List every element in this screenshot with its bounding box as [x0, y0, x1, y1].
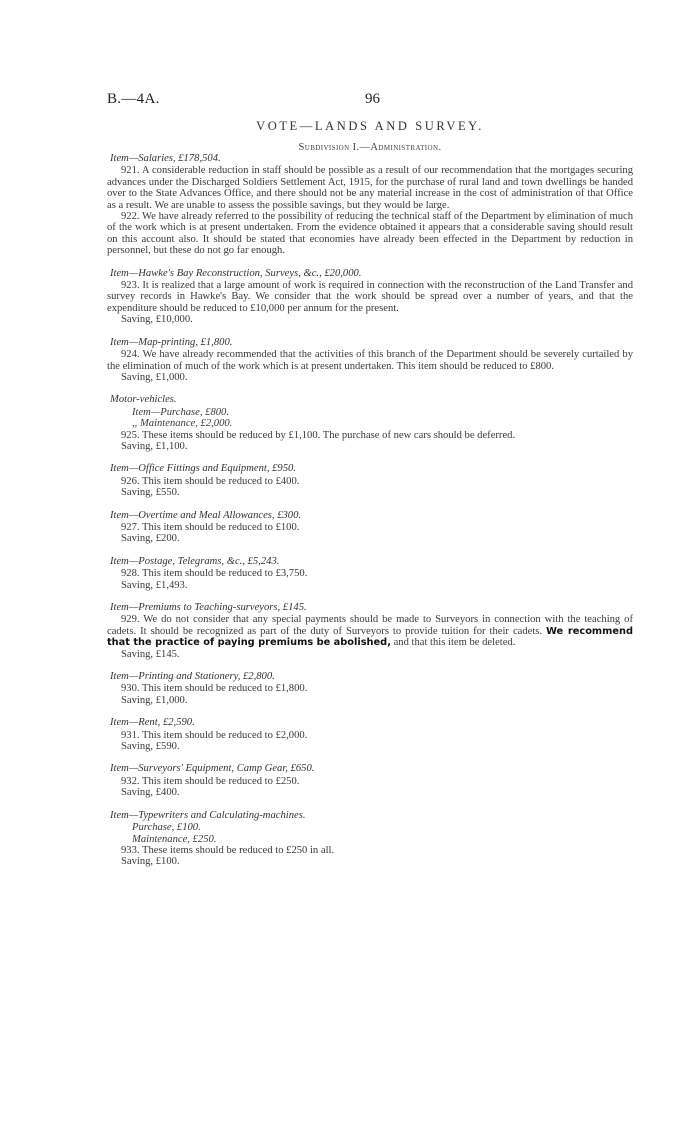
sub-item-purchase: Item—Purchase, £800.: [132, 406, 229, 418]
section-rent: [107, 717, 633, 752]
paragraph-927: 927. This item should be reduced to £100.: [121, 521, 300, 533]
section-postage: [107, 556, 633, 591]
saving-line: Saving, £1,000.: [121, 694, 188, 706]
item-heading: Item—Overtime and Meal Allowances, £300.: [110, 509, 302, 521]
item-heading: Item—Hawke's Bay Reconstruction, Surveys, &c., £20,000.: [110, 267, 362, 279]
saving-line: Saving, £1,493.: [121, 579, 188, 591]
item-heading: Motor-vehicles.: [110, 394, 177, 406]
page-number: 96: [365, 91, 380, 107]
item-heading: Item—Premiums to Teaching-surveyors, £145.: [110, 602, 307, 613]
item-heading: Item—Salaries, £178,504.: [110, 153, 221, 164]
vote-title: VOTE—LANDS AND SURVEY.: [256, 119, 484, 133]
paragraph-932: 932. This item should be reduced to £250.: [121, 775, 300, 787]
item-heading: Item—Office Fittings and Equipment, £950.: [110, 463, 296, 475]
saving-line: Saving, £550.: [121, 487, 180, 499]
section-premiums: [107, 602, 633, 660]
item-heading: Item—Typewriters and Calculating-machines.: [110, 809, 306, 821]
saving-line: Saving, £200.: [121, 533, 180, 545]
paragraph-926: 926. This item should be reduced to £400.: [121, 475, 300, 487]
paragraph-922: 922. We have already referred to the possibility of reducing the technical staff of the Department by elimination of much of the work which is at present undertaken. From the evidence obtained it appears that a considerable saving should result on this account also. It should be stated that economies have already been effected in the Department by reduction in personnel, but these do not go far enough.: [107, 211, 633, 257]
section-salaries: [107, 153, 633, 257]
item-heading: Item—Rent, £2,590.: [110, 717, 195, 729]
saving-line: Saving, £145.: [121, 648, 180, 660]
paragraph-933: 933. These items should be reduced to £250 in all.: [121, 844, 335, 856]
saving-line: Saving, £590.: [121, 741, 180, 753]
paragraph-929: 929. We do not consider that any special payments should be made to Surveyors in connection with the teaching of cadets. It should be recognized as part of the duty of Surveyors to provide tuition for their cadets. We recommend that the practice of paying premiums be abolished, and that this item be deleted.: [107, 614, 633, 649]
saving-line: Saving, £10,000.: [121, 314, 193, 326]
paragraph-930: 930. This item should be reduced to £1,800.: [121, 683, 308, 695]
recommendation-bold: We recommend that the practice of paying premiums be abolished,: [107, 625, 633, 649]
paragraph-931: 931. This item should be reduced to £2,000.: [121, 729, 308, 741]
document-body: [107, 153, 633, 868]
section-motor-vehicles: [107, 394, 633, 452]
item-heading: Item—Postage, Telegrams, &c., £5,243.: [110, 555, 280, 567]
paragraph-924: 924. We have already recommended that the activities of this branch of the Department should be severely curtailed by the elimination of much of the work which is at present undertaken. This item should be reduced to £800.: [107, 349, 633, 372]
section-office-fittings: [107, 463, 633, 498]
paragraph-923: 923. It is realized that a large amount of work is required in connection with the reconstruction of the Land Transfer and survey records in Hawke's Bay. We consider that the work should be spread over a number of years, and that the expenditure should be reduced to £10,000 per annum for the present.: [107, 280, 633, 314]
paragraph-925: 925. These items should be reduced by £1,100. The purchase of new cars should be deferred.: [121, 429, 516, 441]
item-heading: Item—Printing and Stationery, £2,800.: [110, 671, 275, 683]
paragraph-921: 921. A considerable reduction in staff should be possible as a result of our recommendation that the mortgages securing advances under the Discharged Soldiers Settlement Act, 1915, for the purchase of rural land and town dwellings be handed over to the State Advances Office, and there should not be any material increase in the cost of administration of that Office as a result. We are unable to assess the possible savings, but they would be large.: [107, 165, 633, 211]
document-code: B.—4A.: [107, 91, 160, 107]
paragraph-928: 928. This item should be reduced to £3,750.: [121, 568, 308, 580]
section-overtime: [107, 510, 633, 545]
sub-item-purchase: Purchase, £100.: [132, 822, 201, 834]
item-heading: Item—Map-printing, £1,800.: [110, 336, 233, 348]
saving-line: Saving, £400.: [121, 787, 180, 799]
item-heading: Item—Surveyors' Equipment, Camp Gear, £650.: [110, 763, 315, 775]
section-typewriters: [107, 810, 633, 868]
section-map-printing: [107, 337, 633, 384]
saving-line: Saving, £1,000.: [121, 371, 188, 383]
saving-line: Saving, £1,100.: [121, 440, 188, 452]
section-hawkes-bay: [107, 268, 633, 326]
sub-item-maintenance: ,, Maintenance, £2,000.: [132, 418, 233, 430]
section-surveyors-equipment: [107, 763, 633, 798]
sub-item-maintenance: Maintenance, £250.: [132, 833, 217, 845]
saving-line: Saving, £100.: [121, 856, 180, 868]
subdivision-heading: Subdivision I.—Administration.: [298, 142, 442, 153]
section-printing: [107, 671, 633, 706]
